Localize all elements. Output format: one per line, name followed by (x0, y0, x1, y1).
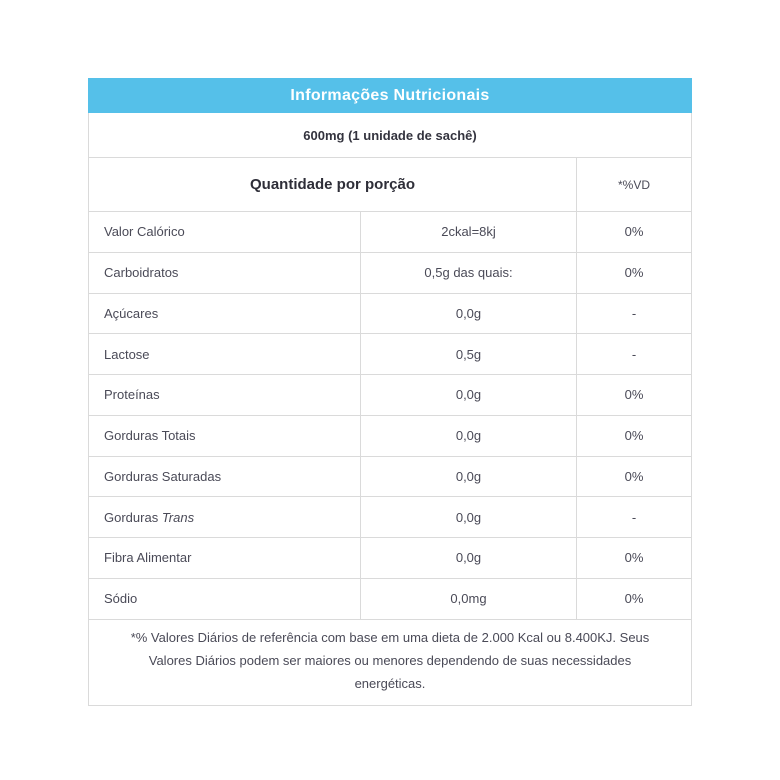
serving-size-row (89, 113, 691, 158)
nutrient-label: Açúcares (89, 294, 361, 334)
column-header-row (89, 158, 691, 212)
nutrient-row-gorduras-trans (89, 497, 691, 538)
nutrient-label: Fibra Alimentar (89, 538, 361, 578)
nutrient-label: Gorduras Saturadas (89, 457, 361, 497)
table-title-bar (88, 78, 692, 113)
nutrient-dv: 0% (624, 428, 644, 444)
nutrient-amount: 0,0mg (361, 579, 577, 619)
nutrient-dv: 0% (624, 224, 644, 240)
nutrient-label: Lactose (89, 334, 361, 374)
nutrition-facts-table (88, 78, 692, 706)
nutrient-row-gorduras-saturadas (89, 457, 691, 498)
nutrient-amount: 0,5g (361, 334, 577, 374)
nutrient-row-proteinas (89, 375, 691, 416)
nutrient-label: Proteínas (89, 375, 361, 415)
nutrient-amount: 0,0g (361, 457, 577, 497)
nutrient-amount: 0,0g (361, 416, 577, 456)
nutrient-label: Valor Calórico (89, 212, 361, 252)
nutrient-row-acucares (89, 294, 691, 335)
nutrient-row-valor-calorico (89, 212, 691, 253)
daily-values-footnote (89, 620, 691, 705)
nutrient-dv: - (631, 509, 637, 525)
nutrient-dv: 0% (624, 591, 644, 607)
nutrient-label: Gorduras Totais (89, 416, 361, 456)
nutrient-dv: - (631, 346, 637, 362)
nutrient-amount: 0,0g (361, 294, 577, 334)
nutrient-label: Gorduras Trans (89, 497, 361, 537)
nutrient-amount: 2ckal=8kj (361, 212, 577, 252)
nutrient-amount: 0,0g (361, 375, 577, 415)
nutrient-label: Carboidratos (89, 253, 361, 293)
nutrient-row-fibra-alimentar (89, 538, 691, 579)
nutrient-dv: 0% (624, 468, 644, 484)
nutrient-row-sodio (89, 579, 691, 620)
column-header-dv: *%VD (617, 177, 650, 192)
nutrient-label-italic: Trans (161, 509, 195, 525)
nutrient-dv: 0% (624, 550, 644, 566)
nutrient-row-carboidratos (89, 253, 691, 294)
nutrient-label: Sódio (89, 579, 361, 619)
nutrient-dv: 0% (624, 265, 644, 281)
serving-size-text: 600mg (1 unidade de sachê) (303, 127, 477, 143)
table-title: Informações Nutricionais (290, 86, 490, 104)
nutrient-amount: 0,0g (361, 538, 577, 578)
nutrient-dv: - (631, 305, 637, 321)
nutrient-amount: 0,0g (361, 497, 577, 537)
footnote-text: *% Valores Diários de referência com base em uma dieta de 2.000 Kcal ou 8.400KJ. Seus Valores Diários podem ser maiores ou menores dependendo de suas necessidades energéticas. (130, 629, 650, 691)
nutrient-dv: 0% (624, 387, 644, 403)
nutrient-amount: 0,5g das quais: (361, 253, 577, 293)
nutrient-rows (89, 212, 691, 620)
column-header-quantity: Quantidade por porção (89, 158, 577, 211)
nutrient-row-gorduras-totais (89, 416, 691, 457)
nutrient-row-lactose (89, 334, 691, 375)
